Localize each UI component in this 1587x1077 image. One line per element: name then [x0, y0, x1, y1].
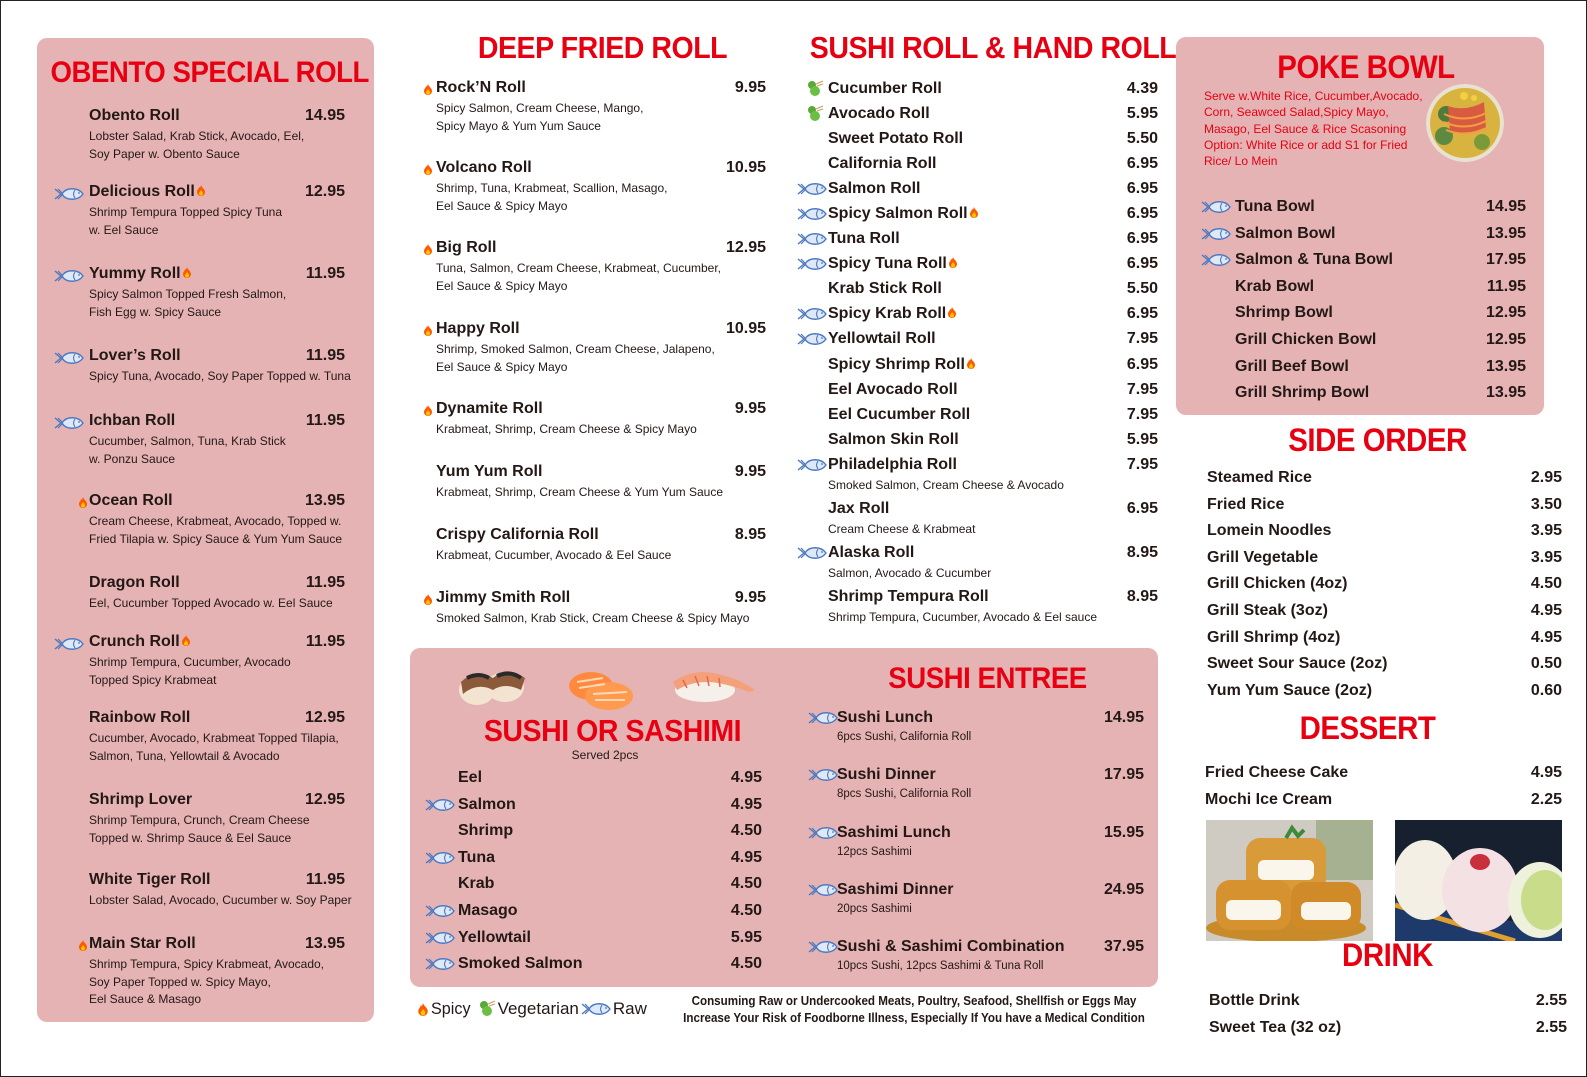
item-name: Yum Yum Sauce (2oz): [1207, 681, 1373, 699]
item-price: 6.95: [1126, 255, 1158, 272]
item-name: Shrimp Bowl: [1235, 304, 1333, 322]
spicy-fire-icon: [424, 84, 432, 95]
item-name: Lomein Noodles: [1207, 522, 1332, 540]
item-description: [89, 595, 333, 613]
item-price: 4.95: [1530, 602, 1562, 619]
item-name: Salmon: [458, 795, 516, 813]
sushi-photo-shrimp: [665, 660, 760, 705]
item-description: [89, 368, 351, 386]
spicy-fire-icon: [79, 940, 87, 951]
item-price: 4.95: [1530, 764, 1562, 781]
raw-fish-icon: [797, 232, 827, 246]
item-description: [436, 180, 667, 215]
item-name: Eel: [458, 769, 483, 786]
item-price: 12.95: [1485, 331, 1526, 348]
item-price: 6.95: [1126, 205, 1158, 222]
item-price: 12.95: [304, 791, 345, 808]
obento-title: OBENTO SPECIAL ROLL: [50, 56, 369, 89]
item-price: 6.95: [1126, 180, 1158, 197]
spicy-fire-icon: [424, 325, 432, 336]
drink-item[interactable]: [1209, 992, 1567, 1012]
desc-line: Lobster Salad, Avocado, Cucumber w. Soy Paper: [89, 893, 352, 907]
desc-line: Fish Egg w. Spicy Sauce: [89, 304, 222, 319]
vegetarian-legend-icon: [478, 1000, 496, 1018]
item-name: Tuna Bowl: [1235, 198, 1315, 215]
desc-line: Topped w. Shrimp Sauce & Eel Sauce: [89, 830, 292, 845]
item-name: Sushi Dinner: [837, 766, 936, 784]
item-price: 5.95: [1126, 105, 1158, 122]
item-name: Eel Avocado Roll: [828, 381, 958, 398]
item-price: 4.95: [730, 795, 762, 813]
poke-desc-line: Rice/ Lo Mein: [1204, 154, 1278, 169]
desc-line: Eel Sauce & Spicy Mayo: [436, 198, 568, 213]
desc-line: Krabmeat, Cucumber, Avocado & Eel Sauce: [436, 548, 672, 562]
raw-fish-icon: [797, 257, 827, 271]
legend-spicy: Spicy: [431, 999, 471, 1018]
item-name: Main Star Roll: [89, 935, 196, 952]
mochi-ice-cream-photo: [1395, 820, 1562, 941]
side-item[interactable]: [1207, 655, 1562, 675]
spicy-fire-icon: [424, 405, 432, 416]
item-name: Grill Shrimp Bowl: [1235, 384, 1370, 402]
item-price: 17.95: [1103, 766, 1144, 784]
dessert-item[interactable]: [1205, 791, 1562, 811]
item-description: [436, 100, 643, 135]
raw-fish-icon: [425, 957, 455, 971]
item-price: 4.95: [730, 848, 762, 866]
item-price: 8.95: [1126, 588, 1158, 605]
desc-line: Salmon, Tuna, Yellowtail & Avocado: [89, 748, 280, 763]
dessert-item[interactable]: [1205, 764, 1562, 784]
item-name: Happy Roll: [436, 320, 520, 337]
item-description: 10pcs Sushi, 12pcs Sashimi & Tuna Roll: [837, 960, 1044, 973]
item-name: Salmon Roll: [828, 180, 921, 197]
item-description: Salmon, Avocado & Cucumber: [828, 566, 992, 580]
item-price: 4.50: [730, 955, 762, 973]
raw-fish-icon: [808, 768, 838, 782]
item-price: 11.95: [305, 412, 345, 429]
item-description: [89, 730, 339, 765]
item-price: 4.39: [1126, 80, 1158, 97]
item-name: Sweet Potato Roll: [828, 130, 964, 147]
item-price: 37.95: [1103, 938, 1144, 956]
item-name: Sashimi Lunch: [837, 823, 951, 841]
obento-panel: [37, 38, 374, 1022]
item-name: Sweet Tea (32 oz): [1209, 1019, 1342, 1036]
legend: [418, 997, 647, 1021]
item-price: 5.50: [1126, 280, 1158, 297]
item-name: Krab Bowl: [1235, 277, 1315, 295]
item-price: 12.95: [304, 709, 345, 726]
item-name: Yellowtail Roll: [828, 330, 936, 347]
item-name: Grill Chicken Bowl: [1235, 331, 1377, 348]
spicy-fire-icon: [949, 257, 957, 268]
item-name: Grill Vegetable: [1207, 548, 1319, 566]
item-price: 12.95: [1485, 304, 1526, 322]
item-price: 6.95: [1126, 500, 1158, 517]
item-description: [436, 484, 723, 502]
raw-fish-icon: [1201, 200, 1231, 214]
item-price: 12.95: [304, 183, 345, 200]
drink-item[interactable]: [1209, 1019, 1567, 1039]
item-name: Salmon Bowl: [1235, 224, 1336, 242]
desc-line: w. Eel Sauce: [89, 222, 159, 237]
desc-line: Shrimp, Smoked Salmon, Cream Cheese, Jalapeno,: [436, 342, 715, 356]
desc-line: Shrimp Tempura Topped Spicy Tuna: [89, 205, 283, 219]
raw-fish-icon: [797, 307, 827, 321]
item-price: 6.95: [1126, 155, 1158, 172]
item-description: [89, 204, 282, 239]
item-price: 11.95: [305, 871, 345, 888]
vegetarian-icon: [806, 105, 824, 123]
item-price: 13.95: [304, 492, 345, 509]
item-price: 13.95: [1485, 357, 1526, 375]
item-description: [89, 654, 291, 689]
item-name: Eel Cucumber Roll: [828, 406, 971, 423]
item-name: Krab: [458, 875, 495, 893]
entree-title: SUSHI ENTREE: [888, 662, 1087, 695]
item-name: Tuna Roll: [828, 230, 900, 247]
spicy-fire-icon: [424, 244, 432, 255]
item-name: Alaska Roll: [828, 544, 915, 561]
item-description: [89, 128, 304, 163]
item-description: 20pcs Sashimi: [837, 902, 912, 915]
spicy-fire-icon: [424, 594, 432, 605]
item-name: Fried Rice: [1207, 495, 1285, 513]
item-name: Mochi Ice Cream: [1205, 791, 1333, 808]
item-price: 3.95: [1530, 548, 1562, 566]
spicy-legend-icon: [418, 1003, 428, 1016]
item-name: Salmon Skin Roll: [828, 431, 959, 448]
item-price: 3.50: [1530, 495, 1562, 513]
item-name: Sweet Sour Sauce (2oz): [1207, 655, 1388, 673]
side-item[interactable]: [1207, 575, 1562, 595]
item-name: Smoked Salmon: [458, 955, 583, 973]
item-price: 4.50: [730, 902, 762, 919]
desc-line: Smoked Salmon, Krab Stick, Cream Cheese & Spicy Mayo: [436, 611, 750, 625]
desc-line: Cucumber, Salmon, Tuna, Krab Stick: [89, 434, 286, 448]
item-price: 11.95: [305, 347, 345, 364]
desc-line: Spicy Salmon, Cream Cheese, Mango,: [436, 101, 644, 115]
item-price: 5.95: [730, 928, 762, 946]
raw-fish-icon: [54, 416, 84, 430]
item-name: Ocean Roll: [89, 492, 173, 509]
item-description: [89, 812, 310, 847]
item-price: 2.95: [1530, 469, 1562, 486]
item-description: Shrimp Tempura, Cucumber, Avocado & Eel sauce: [828, 610, 1098, 624]
item-name: Delicious Roll: [89, 183, 205, 201]
spicy-fire-icon: [424, 164, 432, 175]
item-price: 4.50: [730, 875, 762, 893]
raw-fish-icon: [54, 351, 84, 365]
desc-line: Cream Cheese, Krabmeat, Avocado, Topped w.: [89, 514, 342, 528]
fried-cheese-cake-photo: [1206, 820, 1373, 941]
item-name: Grill Steak (3oz): [1207, 602, 1328, 619]
desc-line: Soy Paper Topped w. Spicy Mayo,: [89, 974, 271, 989]
item-price: 7.95: [1126, 330, 1158, 347]
item-price: 11.95: [1486, 277, 1526, 295]
item-name: Jax Roll: [828, 500, 890, 517]
item-price: 4.50: [730, 822, 762, 840]
item-name: Shrimp Lover: [89, 791, 193, 808]
item-price: 9.95: [734, 400, 766, 417]
desc-line: Topped Spicy Krabmeat: [89, 672, 217, 687]
item-description: [436, 341, 715, 376]
desc-line: Lobster Salad, Krab Stick, Avocado, Eel,: [89, 129, 305, 143]
item-description: Cream Cheese & Krabmeat: [828, 522, 976, 536]
desc-line: Shrimp Tempura, Crunch, Cream Cheese: [89, 813, 310, 827]
spicy-fire-icon: [182, 635, 190, 646]
desc-line: Spicy Mayo & Yum Yum Sauce: [436, 118, 601, 133]
dessert-title: DESSERT: [1299, 710, 1436, 746]
item-price: 9.95: [734, 463, 766, 480]
raw-fish-icon: [425, 904, 455, 918]
desc-line: Krabmeat, Shrimp, Cream Cheese & Spicy Mayo: [436, 422, 697, 436]
health-warning-line1: Consuming Raw or Undercooked Meats, Poultry, Seafood, Shellfish or Eggs May: [691, 994, 1137, 1008]
side-item[interactable]: [1207, 522, 1562, 542]
item-description: [89, 956, 324, 1009]
side-item[interactable]: [1207, 602, 1562, 622]
spicy-fire-icon: [970, 207, 978, 218]
item-name: Dragon Roll: [89, 574, 180, 591]
item-name: Sashimi Dinner: [837, 880, 954, 898]
desc-line: Shrimp Tempura, Cucumber, Avocado: [89, 655, 291, 669]
raw-fish-icon: [797, 182, 827, 196]
desc-line: w. Ponzu Sauce: [89, 451, 176, 466]
item-name: Shrimp: [458, 822, 514, 840]
item-description: [436, 421, 697, 439]
item-name: Bottle Drink: [1209, 992, 1300, 1009]
health-warning: [664, 993, 1164, 1027]
raw-fish-icon: [425, 798, 455, 812]
item-name: Spicy Krab Roll: [828, 305, 956, 323]
item-name: Sushi Lunch: [837, 709, 933, 726]
item-name: Tuna: [458, 848, 496, 866]
item-name: Crunch Roll: [89, 633, 190, 651]
item-name: Ichban Roll: [89, 412, 176, 429]
side-item[interactable]: [1207, 629, 1562, 649]
spicy-fire-icon: [967, 358, 975, 369]
sushi-roll-title: SUSHI ROLL & HAND ROLL: [809, 30, 1177, 65]
item-price: 2.55: [1535, 1019, 1567, 1036]
item-name: Grill Beef Bowl: [1235, 357, 1349, 375]
item-price: 15.95: [1103, 823, 1144, 841]
item-name: Big Roll: [436, 239, 497, 256]
health-warning-line2: Increase Your Risk of Foodborne Illness, Especially If You have a Medical Condition: [683, 1011, 1145, 1025]
item-name: White Tiger Roll: [89, 871, 211, 888]
item-name: Crispy California Roll: [436, 526, 599, 543]
item-name: Steamed Rice: [1207, 469, 1312, 486]
raw-fish-icon: [425, 851, 455, 865]
side-item[interactable]: [1207, 496, 1562, 516]
item-name: Rainbow Roll: [89, 709, 191, 726]
item-name: Avocado Roll: [828, 105, 930, 122]
item-description: 6pcs Sushi, California Roll: [837, 731, 972, 743]
item-price: 7.95: [1126, 456, 1158, 473]
drink-title: DRINK: [1342, 937, 1433, 973]
side-order-title: SIDE ORDER: [1288, 422, 1467, 458]
desc-line: Soy Paper w. Obento Sauce: [89, 146, 240, 161]
sushi-photo-eel: [455, 660, 530, 710]
item-price: 13.95: [304, 935, 345, 952]
item-description: [89, 892, 352, 910]
side-item[interactable]: [1207, 549, 1562, 569]
item-price: 9.95: [734, 79, 766, 96]
item-description: [436, 260, 721, 295]
item-description: [89, 513, 342, 548]
item-price: 6.95: [1126, 230, 1158, 247]
sushi-photo-salmon: [563, 658, 638, 713]
spicy-fire-icon: [79, 497, 87, 508]
item-price: 2.25: [1530, 791, 1562, 808]
raw-fish-icon: [808, 940, 838, 954]
item-name: Spicy Shrimp Roll: [828, 356, 975, 374]
raw-fish-icon: [808, 883, 838, 897]
item-price: 14.95: [1485, 198, 1526, 215]
sashimi-subtitle: Served 2pcs: [571, 748, 639, 762]
desc-line: Eel Sauce & Masago: [89, 992, 202, 1006]
raw-fish-icon: [797, 546, 827, 560]
side-item[interactable]: [1207, 682, 1562, 702]
item-price: 14.95: [304, 107, 345, 124]
item-name: Grill Chicken (4oz): [1207, 575, 1348, 593]
item-name: Rock’N Roll: [436, 79, 526, 96]
deep-fried-title: DEEP FRIED ROLL: [477, 30, 728, 65]
spicy-fire-icon: [197, 185, 205, 196]
item-price: 9.95: [734, 589, 766, 606]
item-price: 0.60: [1530, 681, 1562, 699]
item-name: Dynamite Roll: [436, 400, 543, 417]
poke-desc-line: Option: White Rice or add S1 for Fried: [1204, 137, 1408, 152]
sashimi-title: SUSHI OR SASHIMI: [483, 713, 742, 748]
item-name: Cucumber Roll: [828, 80, 942, 97]
raw-fish-icon: [54, 269, 84, 283]
item-name: Fried Cheese Cake: [1205, 764, 1349, 781]
desc-line: Shrimp, Tuna, Krabmeat, Scallion, Masago,: [436, 181, 668, 195]
vegetarian-icon: [806, 80, 824, 98]
raw-fish-icon: [808, 711, 838, 725]
item-price: 5.50: [1126, 130, 1158, 147]
item-price: 2.55: [1535, 992, 1567, 1009]
item-price: 8.95: [734, 526, 766, 543]
poke-bowl-photo: [1426, 84, 1504, 162]
desc-line: Eel Sauce & Spicy Mayo: [436, 278, 568, 293]
item-price: 13.95: [1485, 384, 1526, 402]
item-price: 12.95: [725, 239, 766, 256]
item-price: 14.95: [1103, 709, 1144, 726]
item-name: Shrimp Tempura Roll: [828, 588, 989, 605]
raw-fish-icon: [797, 207, 827, 221]
item-name: Yummy Roll: [89, 265, 191, 283]
item-price: 11.95: [305, 265, 345, 282]
item-price: 7.95: [1126, 406, 1158, 423]
desc-line: Spicy Tuna, Avocado, Soy Paper Topped w. Tuna: [89, 369, 351, 383]
poke-desc-line: Serve w.White Rice, Cucumber,Avocado,: [1204, 89, 1423, 103]
item-price: 4.50: [1530, 575, 1562, 593]
poke-desc-line: Corn, Seawced Salad,Spicy Mayo,: [1204, 105, 1389, 120]
item-description: [89, 433, 286, 468]
raw-fish-icon: [797, 458, 827, 472]
item-price: 11.95: [305, 633, 345, 650]
item-name: Salmon & Tuna Bowl: [1235, 251, 1393, 269]
item-name: Grill Shrimp (4oz): [1207, 628, 1341, 646]
item-price: 24.95: [1103, 880, 1144, 898]
item-name: Masago: [458, 902, 518, 919]
raw-fish-icon: [808, 826, 838, 840]
poke-panel: [1176, 37, 1544, 415]
desc-line: Shrimp Tempura, Spicy Krabmeat, Avocado,: [89, 957, 325, 971]
item-description: 8pcs Sushi, California Roll: [837, 788, 972, 801]
item-name: Krab Stick Roll: [828, 280, 942, 297]
item-price: 3.95: [1530, 522, 1562, 540]
item-name: Volcano Roll: [436, 159, 532, 176]
desc-line: Cucumber, Avocado, Krabmeat Topped Tilapia,: [89, 731, 339, 745]
item-price: 0.50: [1530, 655, 1562, 673]
desc-line: Spicy Salmon Topped Fresh Salmon,: [89, 287, 287, 301]
item-name: Yellowtail: [458, 928, 531, 946]
raw-fish-icon: [1201, 253, 1231, 267]
item-price: 6.95: [1126, 305, 1158, 322]
raw-fish-icon: [1201, 227, 1231, 241]
item-price: 10.95: [725, 320, 766, 337]
spicy-fire-icon: [183, 267, 191, 278]
item-name: Jimmy Smith Roll: [436, 589, 571, 606]
legend-raw: Raw: [612, 999, 647, 1018]
item-price: 10.95: [725, 159, 766, 176]
desc-line: Eel, Cucumber Topped Avocado w. Eel Sauce: [89, 596, 333, 610]
item-name: Obento Roll: [89, 107, 180, 124]
item-price: 4.95: [1530, 628, 1562, 646]
item-name: Spicy Salmon Roll: [828, 205, 978, 223]
item-price: 11.95: [305, 574, 345, 591]
item-description: [89, 286, 286, 321]
desc-line: Fried Tilapia w. Spicy Sauce & Yum Yum Sauce: [89, 531, 343, 546]
item-price: 8.95: [1126, 544, 1158, 561]
item-price: 6.95: [1126, 356, 1158, 373]
item-name: Yum Yum Roll: [436, 463, 543, 480]
desc-line: Tuna, Salmon, Cream Cheese, Krabmeat, Cucumber,: [436, 261, 722, 275]
item-description: [436, 547, 671, 565]
item-description: [436, 610, 749, 628]
item-description: Smoked Salmon, Cream Cheese & Avocado: [828, 478, 1064, 492]
poke-title: POKE BOWL: [1277, 49, 1455, 85]
raw-fish-icon: [54, 637, 84, 651]
item-name: Philadelphia Roll: [828, 456, 957, 473]
desc-line: Krabmeat, Shrimp, Cream Cheese & Yum Yum Sauce: [436, 485, 724, 499]
poke-desc-line: Masago, Eel Sauce & Rice Scasoning: [1204, 121, 1407, 136]
item-price: 17.95: [1485, 251, 1526, 269]
item-price: 4.95: [730, 769, 762, 786]
item-price: 7.95: [1126, 381, 1158, 398]
desc-line: Eel Sauce & Spicy Mayo: [436, 359, 568, 374]
item-description: 12pcs Sashimi: [837, 845, 912, 858]
item-name: Sushi & Sashimi Combination: [837, 938, 1065, 956]
raw-fish-icon: [425, 931, 455, 945]
raw-fish-icon: [797, 332, 827, 346]
raw-legend-icon: [581, 1002, 611, 1016]
spicy-fire-icon: [948, 307, 956, 318]
item-name: California Roll: [828, 155, 937, 172]
legend-vegetarian: Vegetarian: [497, 999, 579, 1018]
poke-description: [1204, 88, 1423, 169]
raw-fish-icon: [54, 187, 84, 201]
item-price: 13.95: [1485, 224, 1526, 242]
side-item[interactable]: [1207, 469, 1562, 489]
item-price: 5.95: [1126, 431, 1158, 448]
item-name: Spicy Tuna Roll: [828, 255, 957, 273]
item-name: Lover’s Roll: [89, 347, 181, 364]
